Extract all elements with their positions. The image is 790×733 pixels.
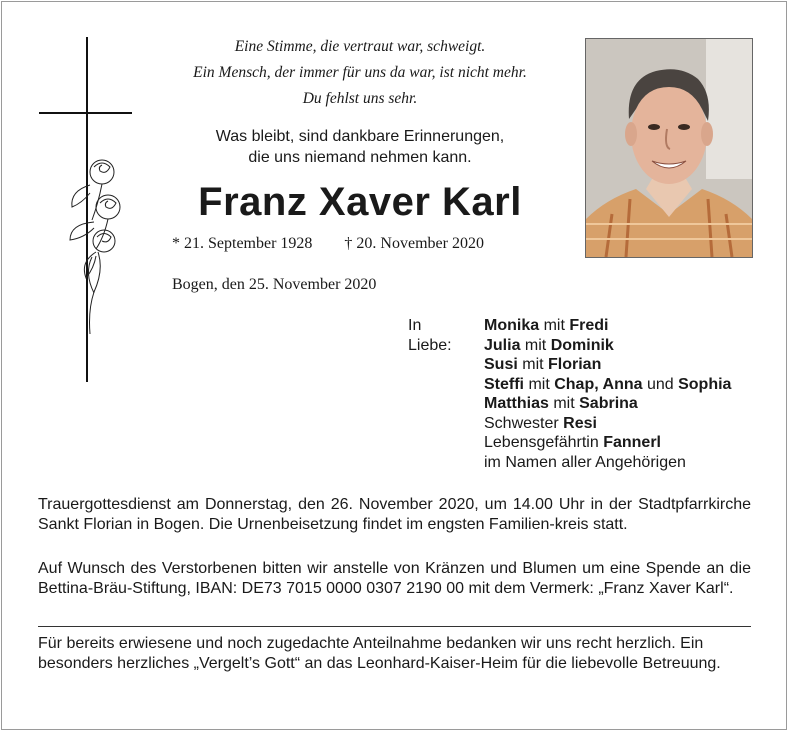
- place-date: Bogen, den 25. November 2020: [172, 276, 377, 293]
- death-date: † 20. November 2020: [344, 235, 484, 252]
- cross-with-roses-icon: [38, 37, 138, 382]
- mourner-line: Julia mit Dominik: [484, 336, 614, 354]
- mourner-line: Susi mit Florian: [484, 356, 602, 373]
- thanks-paragraph: Für bereits erwiesene und noch zugedachte Anteilnahme bedanken wir uns recht herzlich. Ein besonders herzliches „Vergelt’s Gott“ an das Leonhard-Kaiser-Heim für die liebevolle Betreuung.: [38, 635, 721, 672]
- poem-line: Eine Stimme, die vertraut war, schweigt.: [234, 38, 486, 55]
- mourner-line: Schwester Resi: [484, 414, 597, 432]
- memory-quote: [150, 126, 570, 168]
- mourner-line: Monika mit Fredi: [484, 317, 609, 334]
- mourner-line: Lebensgefährtin Fannerl: [484, 434, 661, 451]
- memory-line: Was bleibt, sind dankbare Erinnerungen,: [215, 128, 505, 145]
- divider: [38, 626, 751, 627]
- life-dates: [172, 235, 484, 253]
- mourners-label: In Liebe:: [408, 317, 452, 354]
- mourners-names: [484, 316, 731, 472]
- birth-date: * 21. September 1928: [172, 235, 313, 252]
- portrait-photo: [585, 38, 753, 258]
- poem: [150, 34, 570, 112]
- mourner-line: Matthias mit Sabrina: [484, 395, 638, 412]
- mourner-line: im Namen aller Angehörigen: [484, 453, 686, 471]
- deceased-name: Franz Xaver Karl: [198, 180, 522, 224]
- donation-paragraph: Auf Wunsch des Verstorbenen bitten wir anstelle von Kränzen und Blumen um eine Spende an die Bettina-Bräu-Stiftung, IBAN: DE73 7015 0000 0307 2190 00 mit dem Vermerk: „Franz Xaver Karl“.: [38, 560, 751, 597]
- poem-line: Du fehlst uns sehr.: [302, 90, 418, 107]
- memory-line: die uns niemand nehmen kann.: [248, 149, 472, 166]
- mourner-line: Steffi mit Chap, Anna und Sophia: [484, 375, 732, 393]
- service-paragraph: Trauergottesdienst am Donnerstag, den 26. November 2020, um 14.00 Uhr in der Stadtpfarrkirche Sankt Florian in Bogen. Die Urnenbeisetzung findet im engsten Familien-kreis statt.: [38, 496, 751, 533]
- poem-line: Ein Mensch, der immer für uns da war, ist nicht mehr.: [193, 64, 527, 81]
